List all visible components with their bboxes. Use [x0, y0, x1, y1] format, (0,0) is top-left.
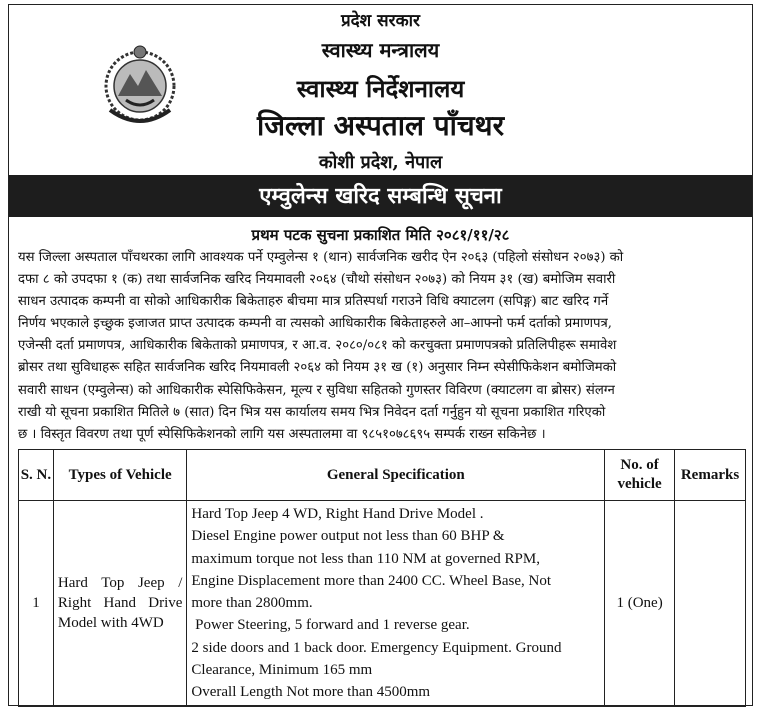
table-row: [19, 501, 746, 707]
header-type: Types of Vehicle: [53, 450, 187, 501]
address: कोशी प्रदेश, नेपाल: [318, 152, 443, 173]
specification-table: [18, 449, 746, 707]
header-sn: S. N.: [19, 450, 54, 501]
directorate-name: स्वास्थ्य निर्देशनालय: [296, 74, 465, 103]
hospital-name: जिल्ला अस्पताल पाँचथर: [256, 109, 505, 142]
body-line: ब्रोसर तथा सुविधाहरू सहित सार्वजनिक खरिद नियमावली २०६४ को नियम ३१ ख (१) अनुसार निम्न स्पेसीफिकेशन बमोजिमको: [18, 360, 617, 376]
body-line: एजेन्सी दर्ता प्रमाणपत्र, आधिकारीक बिकेताको प्रमाणपत्र, र आ.व. २०८०/०८१ को करचुक्ता प्रमाणपत्रको प्रतिलिपीहरू समावेश: [18, 338, 617, 354]
header-remarks: Remarks: [675, 450, 746, 501]
body-line: यस जिल्ला अस्पताल पाँचथरका लागि आवश्यक पर्ने एम्वुलेन्स १ (थान) सार्वजनिक खरीद ऐन २०६३ (पहिलो संसोधन २०७३) को: [18, 250, 624, 265]
publish-date-line: प्रथम पटक सुचना प्रकाशित मिति २०८१/११/२८: [251, 226, 510, 244]
spec-line: maximum torque not less than 110 NM at governed RPM,: [191, 550, 540, 567]
body-line: दफा ८ को उपदफा १ (क) तथा सार्वजनिक खरिद नियमावली २०६४ (चौथो संसोधन २०७३) को नियम ३१ (ख) बमोजिम सवारी: [18, 272, 616, 288]
table-header-row: [19, 450, 746, 501]
cell-vehicle-count: 1 (One): [605, 501, 675, 707]
spec-line: Overall Length Not more than 4500mm: [191, 684, 431, 701]
body-line: साधन उत्पादक कम्पनी वा सोको आधिकारीक बिकेताहरु बीचमा मात्र प्रतिस्पर्धा गराउने विधि क्याटलग (सपिङ्ग) बाट खरिद गर्ने: [18, 294, 609, 310]
cell-sn: 1: [19, 501, 54, 707]
header-count: No. of vehicle: [605, 450, 675, 501]
ministry-name: स्वास्थ्य मन्त्रालय: [321, 38, 440, 62]
body-line: राखी यो सूचना प्रकाशित मितिले ७ (सात) दिन भित्र यस कार्यालय समय भित्र निवेदन दर्ता गर्नुहुन यो सूचना प्रकाशित गरिएको: [18, 404, 606, 420]
cell-specification: [187, 501, 605, 707]
cell-remarks: [675, 501, 746, 707]
province-government: प्रदेश सरकार: [340, 11, 421, 31]
notice-body: [18, 247, 744, 446]
body-line: छ । विस्तृत विवरण तथा पूर्ण स्पेसिफिकेशनको लागि यस अस्पतालमा वा ९८५१०७८६९५ सम्पर्क राख्न सकिनेछ ।: [18, 426, 546, 442]
spec-line: more than 2800mm.: [191, 595, 313, 612]
spec-line: Power Steering, 5 forward and 1 reverse gear.: [191, 617, 470, 634]
spec-line: 2 side doors and 1 back door. Emergency Equipment. Ground: [191, 639, 562, 656]
body-line: निर्णय भएकाले इच्छुक इजाजत प्राप्त उत्पादक कम्पनी वा त्यसको आधिकारीक बिकेताहरुले आ–आफ्नो फर्म दर्ताको प्रमाणपत्र,: [18, 316, 612, 332]
spec-line: Engine Displacement more than 2400 CC. Wheel Base, Not: [191, 572, 552, 589]
body-line: सवारी साधन (एम्वुलेन्स) को आधिकारीक स्पेसिफिकेसन, मूल्य र सुविधा सहितको गुणस्तर विविरण (क्याटलग वा ब्रोसर) संलग्न: [18, 382, 615, 398]
notice-title-banner: एम्वुलेन्स खरिद सम्बन्धि सूचना: [9, 175, 752, 217]
spec-line: Clearance, Minimum 165 mm: [191, 662, 373, 679]
spec-line: Hard Top Jeep 4 WD, Right Hand Drive Model .: [191, 506, 484, 522]
header-spec: General Specification: [187, 450, 605, 501]
cell-vehicle-type: Hard Top Jeep / Right Hand Drive Model with 4WD: [53, 501, 187, 707]
spec-line: Diesel Engine power output not less than 60 BHP &: [191, 528, 505, 545]
